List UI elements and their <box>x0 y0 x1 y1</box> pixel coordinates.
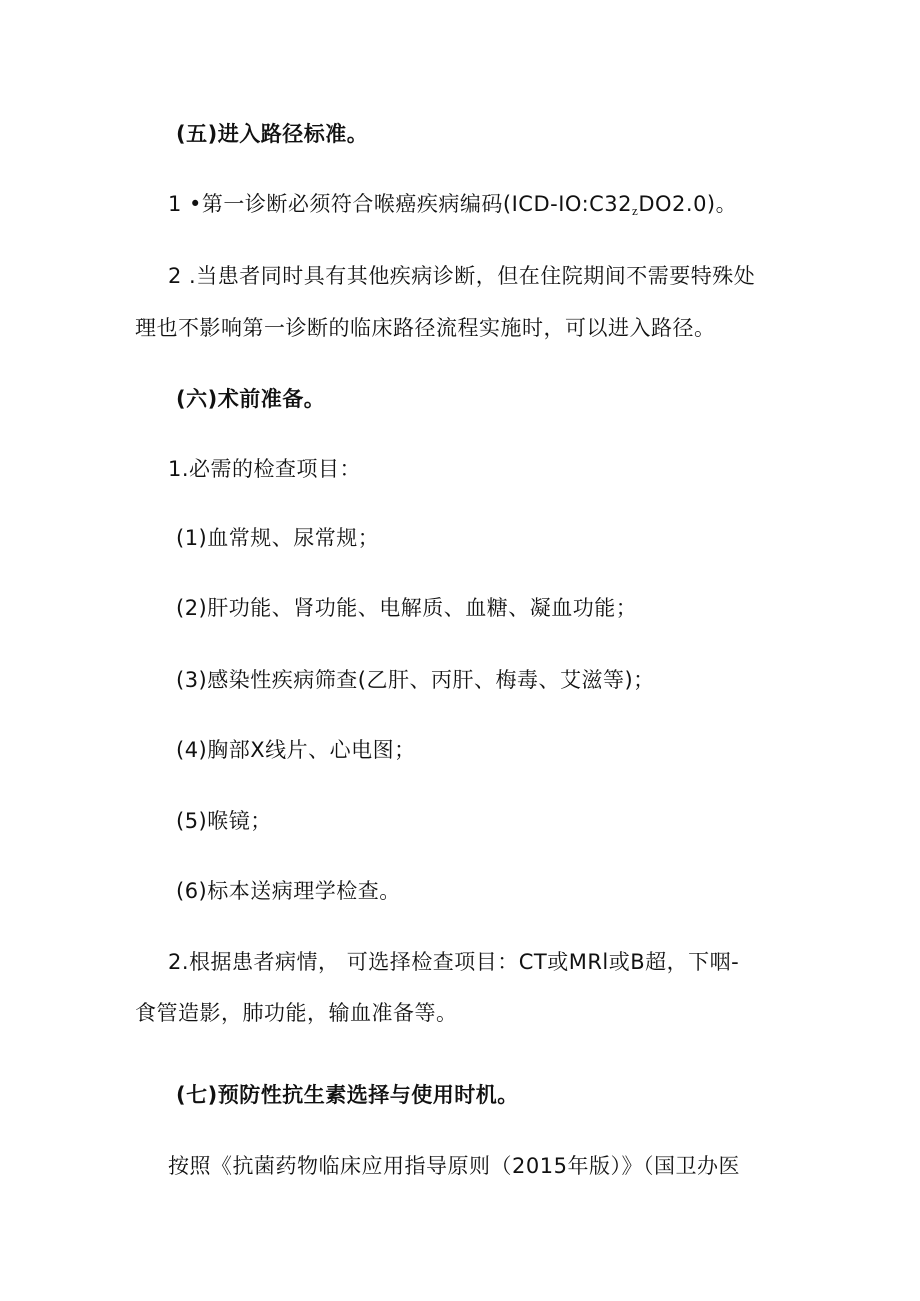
check-item: (1)血常规、尿常规； <box>176 526 380 550</box>
check-item: (2)肝功能、肾功能、电解质、血糖、凝血功能； <box>176 596 638 620</box>
section-7-paragraph-line-1: 按照《抗菌药物临床应用指导原则（2015年版）》（国卫办医 <box>168 1154 740 1178</box>
check-item: (3)感染性疾病筛查(乙肝、丙肝、梅毒、艾滋等)； <box>176 668 655 692</box>
check-item: (4)胸部X线片、心电图； <box>176 738 416 762</box>
section-5-item-1-subscript: z <box>632 203 639 218</box>
section-6-heading: (六)术前准备。 <box>176 387 326 411</box>
section-6-item-1: 1.必需的检查项目： <box>168 457 362 481</box>
check-item: (5)喉镜； <box>176 809 272 833</box>
section-7-heading: (七)预防性抗生素选择与使用时机。 <box>176 1083 519 1107</box>
section-5-item-1 <box>168 189 737 226</box>
section-6-item-2-line-2: 食管造影，肺功能，输血准备等。 <box>135 1001 458 1025</box>
section-5-heading: (五)进入路径标准。 <box>176 122 369 146</box>
section-5-item-2-line-2: 理也不影响第一诊断的临床路径流程实施时，可以进入路径。 <box>135 316 716 340</box>
section-6-item-2-line-1: 2.根据患者病情， 可选择检查项目：CT或MRl或B超，下咽- <box>168 950 740 974</box>
section-5-item-1-suffix: DO2.0)。 <box>638 192 738 216</box>
check-item: (6)标本送病理学检查。 <box>176 879 401 903</box>
section-5-item-2-line-1: 2 .当患者同时具有其他疾病诊断，但在住院期间不需要特殊处 <box>168 264 756 288</box>
section-5-item-1-text: 1 •第一诊断必须符合喉癌疾病编码(ICD-IO:C32 <box>168 192 633 216</box>
